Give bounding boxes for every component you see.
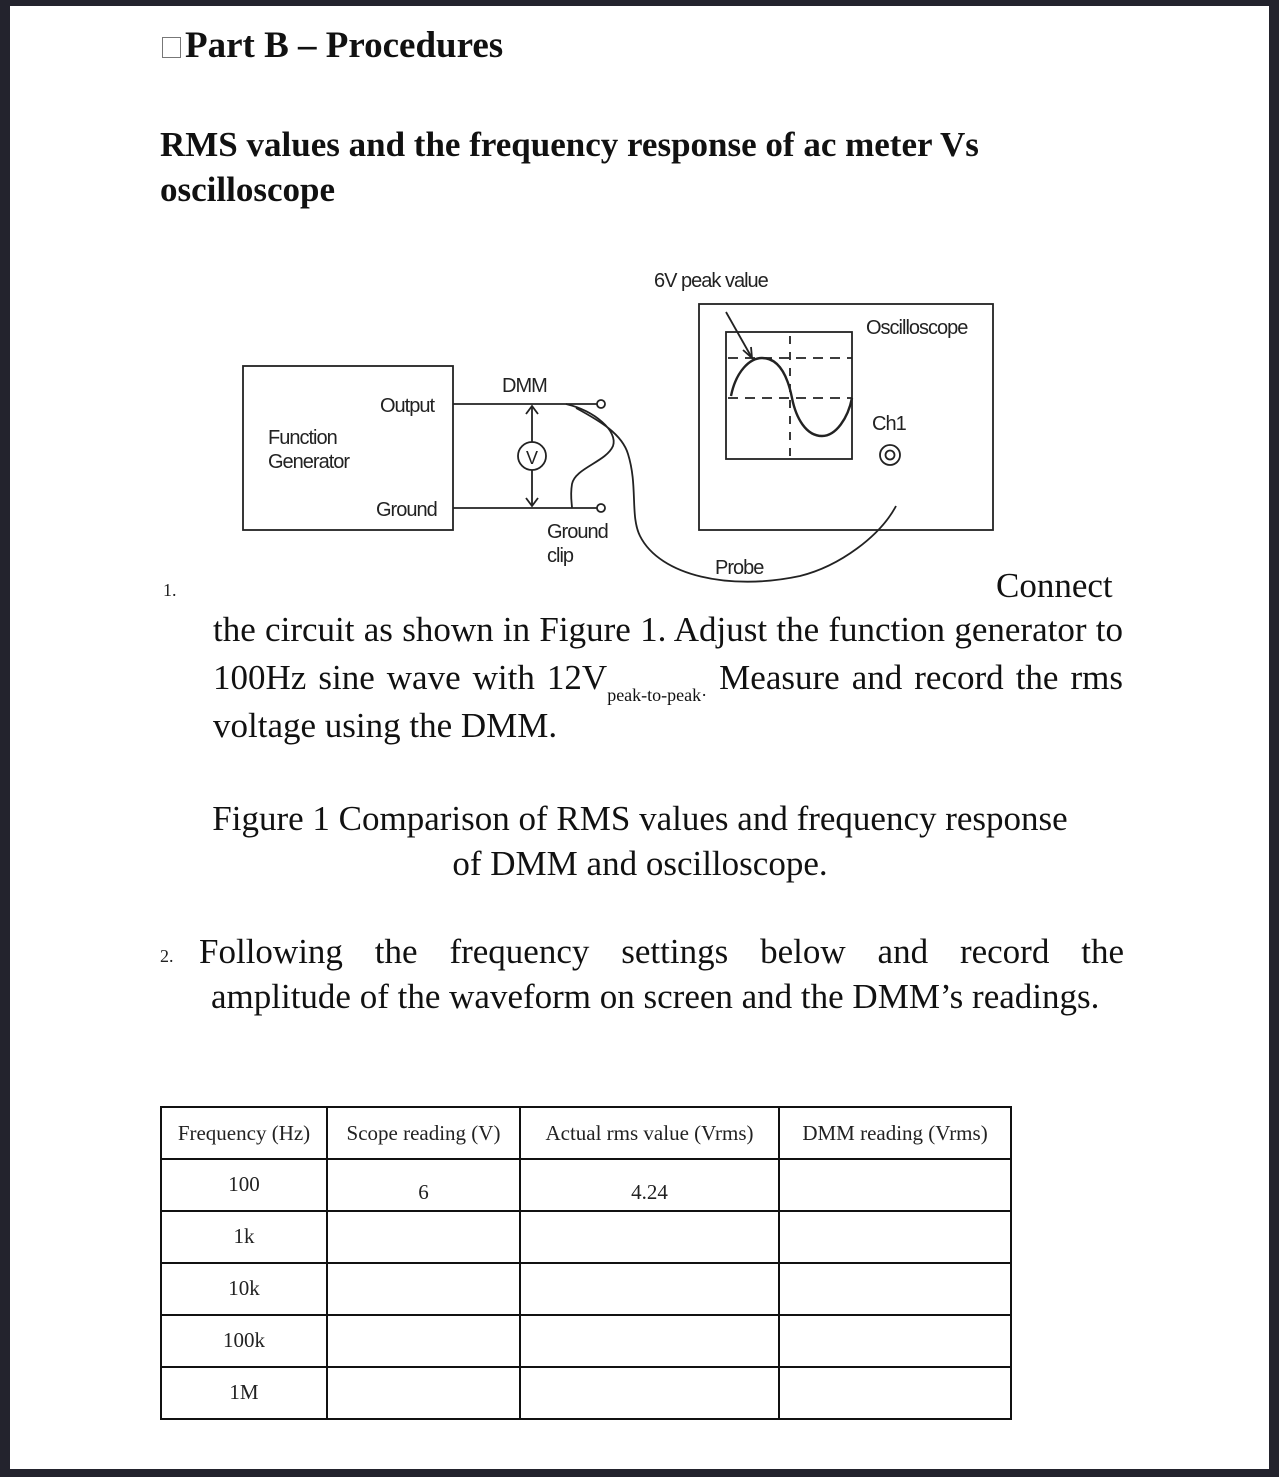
table-header-row <box>161 1107 1011 1159</box>
table-cell[interactable]: 1k <box>161 1211 327 1263</box>
peak-arrow <box>726 312 752 358</box>
table-cell[interactable] <box>779 1315 1011 1367</box>
table-row <box>161 1263 1011 1315</box>
table-cell[interactable] <box>327 1263 520 1315</box>
ch1-label: Ch1 <box>872 413 906 435</box>
table-row <box>161 1211 1011 1263</box>
table-cell[interactable]: 10k <box>161 1263 327 1315</box>
table-row <box>161 1315 1011 1367</box>
peak-value-label: 6V peak value <box>654 270 768 292</box>
table-cell[interactable] <box>327 1367 520 1419</box>
table-row <box>161 1159 1011 1211</box>
figure-caption: Figure 1 Comparison of RMS values and frequency response of DMM and oscilloscope. <box>212 799 1068 883</box>
output-terminal <box>597 400 605 408</box>
table-cell[interactable]: 4.24 <box>520 1159 779 1211</box>
table-cell[interactable] <box>520 1315 779 1367</box>
dmm-label: DMM <box>502 375 547 397</box>
ground-terminal <box>597 504 605 512</box>
header-scope-reading: Scope reading (V) <box>327 1107 520 1159</box>
section-title: RMS values and the frequency response of ac meter Vs oscilloscope <box>160 125 979 209</box>
table-cell[interactable]: 6 <box>327 1159 520 1211</box>
step1-number: 1. <box>163 580 177 600</box>
table-cell[interactable]: 1M <box>161 1367 327 1419</box>
table-cell[interactable] <box>520 1211 779 1263</box>
step2-text: Following the frequency settings below and record the amplitude of the waveform on screen and the DMM’s readings. <box>199 932 1124 1016</box>
ground-clip-label-line1: Ground <box>547 521 608 543</box>
table-cell[interactable] <box>779 1159 1011 1211</box>
measurement-table <box>160 1106 1012 1420</box>
table-cell[interactable] <box>327 1211 520 1263</box>
table-cell[interactable] <box>520 1367 779 1419</box>
ground-label: Ground <box>376 499 437 521</box>
probe-label: Probe <box>715 557 764 579</box>
probe-hook <box>566 404 614 508</box>
sine-waveform <box>731 358 852 436</box>
generator-label-line2: Generator <box>268 451 350 473</box>
peak-to-peak-subscript: peak-to-peak· <box>607 685 708 705</box>
ground-clip-lead <box>576 408 896 582</box>
ch1-connector <box>880 445 900 465</box>
circuit-diagram <box>10 6 1269 606</box>
table-cell[interactable] <box>520 1263 779 1315</box>
header-dmm-reading: DMM reading (Vrms) <box>779 1107 1011 1159</box>
table-cell[interactable]: 100 <box>161 1159 327 1211</box>
table-cell[interactable] <box>779 1263 1011 1315</box>
part-title: Part B – Procedures <box>162 24 503 67</box>
table-cell[interactable]: 100k <box>161 1315 327 1367</box>
table-cell[interactable] <box>779 1211 1011 1263</box>
step1-connect-word: Connect <box>996 566 1113 605</box>
output-label: Output <box>380 395 435 417</box>
step1-text: the circuit as shown in Figure 1. Adjust the function generator to 100Hz sine wave with $12V_{peak-to-peak\cdot}$ Measure and record the rms voltage using the DMM. <box>213 610 1123 745</box>
generator-label-line1: Function <box>268 427 337 449</box>
table-row <box>161 1367 1011 1419</box>
oscilloscope-label: Oscilloscope <box>866 317 968 339</box>
document-page <box>10 6 1269 1469</box>
table-cell[interactable] <box>327 1315 520 1367</box>
header-frequency: Frequency (Hz) <box>161 1107 327 1159</box>
ground-clip-label-line2: clip <box>547 545 574 567</box>
header-actual-rms: Actual rms value (Vrms) <box>520 1107 779 1159</box>
voltmeter-letter: V <box>526 448 538 468</box>
step2-number: 2. <box>160 946 174 966</box>
table-cell[interactable] <box>779 1367 1011 1419</box>
